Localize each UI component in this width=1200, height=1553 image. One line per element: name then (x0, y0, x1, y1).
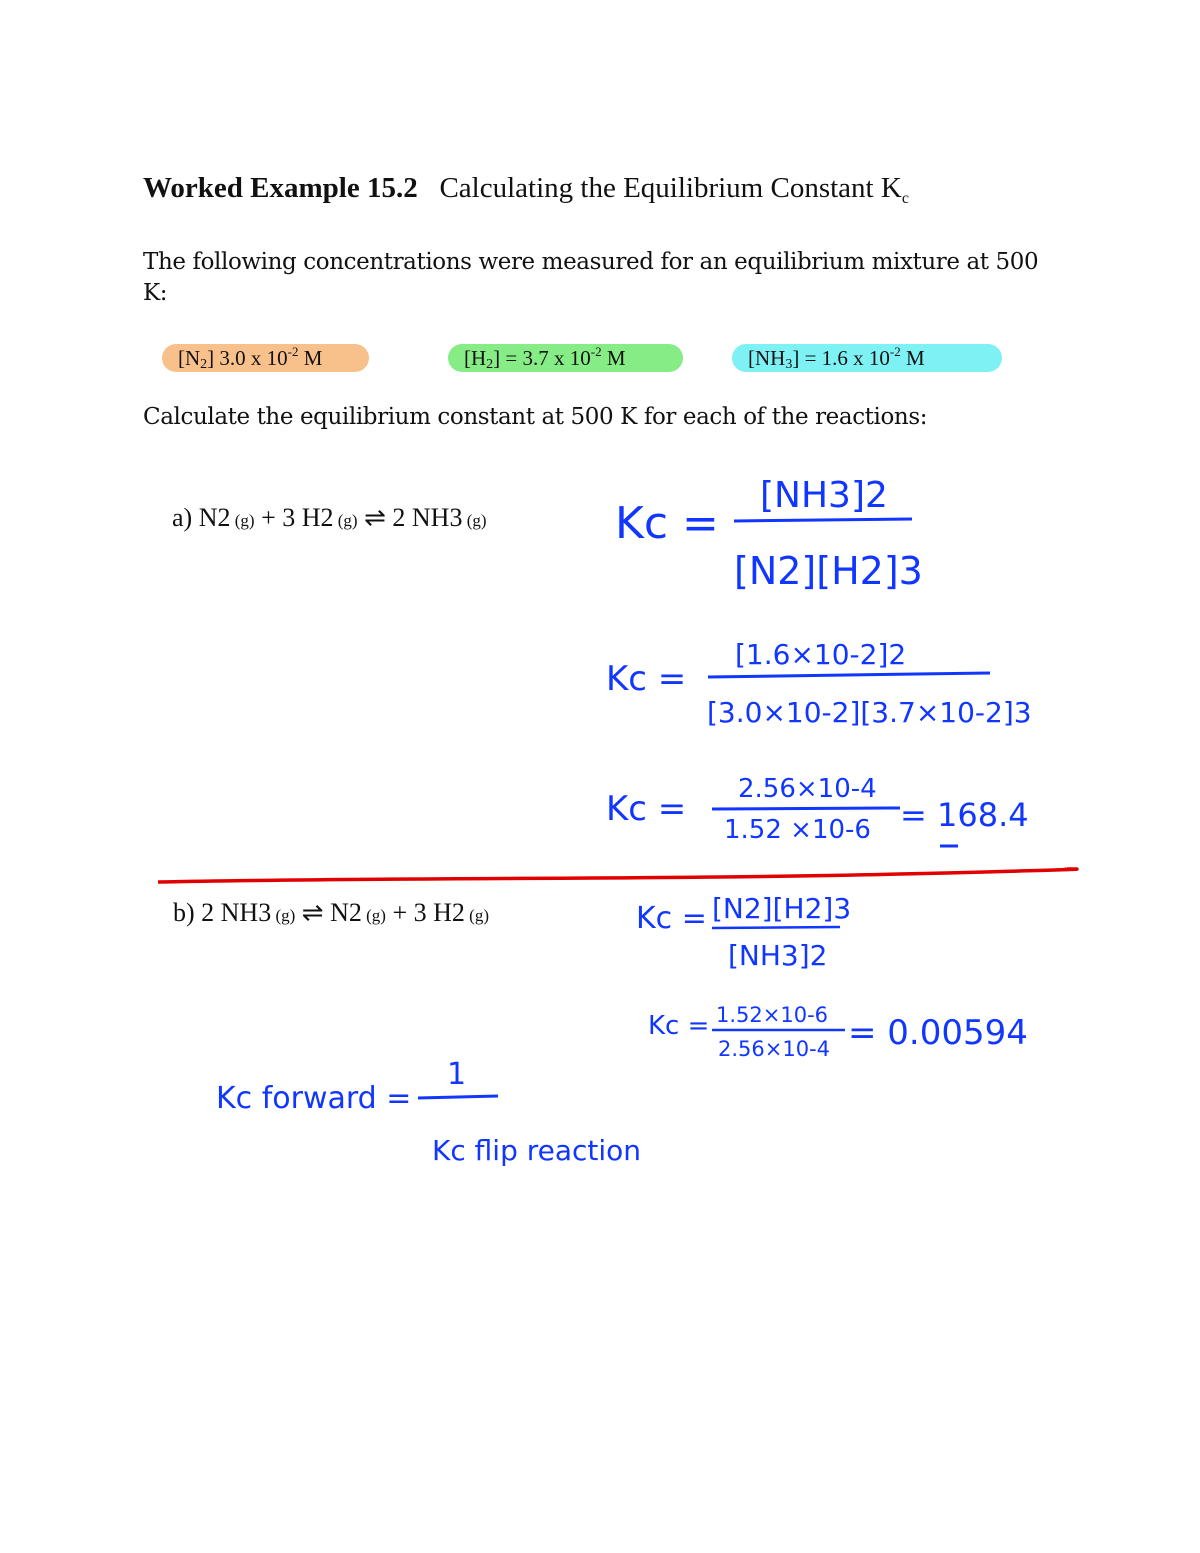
note-den: Kc flip reaction (432, 1134, 642, 1167)
a3-result: = 168.4 (900, 796, 1029, 834)
a1-num: [NH3]2 (760, 475, 888, 516)
a3-den: 1.52 ×10-6 (724, 815, 871, 845)
a1-fraction-bar (734, 519, 912, 521)
divider-line (158, 869, 1077, 882)
a2-num: [1.6×10-2]2 (735, 638, 907, 671)
b2-result: = 0.00594 (848, 1013, 1028, 1053)
b1-num: [N2][H2]3 (712, 892, 852, 925)
b2-lhs: Kc = (648, 1011, 710, 1041)
b2-den: 2.56×10-4 (718, 1037, 831, 1061)
b1-den: [NH3]2 (728, 939, 828, 972)
concentration-n2: $[N_2]$ 3.0 x $10^{-2}$ M (162, 344, 369, 372)
note-lhs: Kc forward = (216, 1081, 412, 1116)
title-subscript: c (901, 190, 909, 207)
b1-lhs: Kc = (636, 901, 707, 936)
a2-den: [3.0×10-2][3.7×10-2]3 (707, 696, 1032, 729)
a1-lhs: Kc = (615, 498, 719, 549)
a3-num: 2.56×10-4 (738, 774, 877, 804)
note-fraction-bar (418, 1096, 498, 1098)
a2-lhs: Kc = (606, 659, 687, 699)
a2-fraction-bar (708, 673, 990, 677)
a1-den: [N2][H2]3 (734, 549, 923, 593)
b1-fraction-bar (712, 927, 840, 928)
note-num: 1 (447, 1057, 467, 1092)
title-rest: Calculating the Equilibrium Constant K (439, 172, 902, 204)
intro-text: The following concentrations were measured for an equilibrium mixture at 500 K: (143, 249, 1039, 306)
reaction-b: b) 2 NH3 (g) ⇌ N2 (g) + 3 H2 (g) (173, 898, 489, 927)
b2-num: 1.52×10-6 (716, 1003, 829, 1027)
concentration-h2: $[H_2] = 3.7$ x $10^{-2}$ M (448, 344, 683, 372)
a3-lhs: Kc = (606, 789, 687, 829)
question-prompt: Calculate the equilibrium constant at 500 K for each of the reactions: (143, 404, 928, 430)
concentration-nh3: $[NH_3] = 1.6$ x $10^{-2}$ M (732, 344, 1002, 372)
a3-fraction-bar (712, 808, 900, 809)
reaction-a: a) N2 (g) + 3 H2 (g) ⇌ 2 NH3 (g) (172, 503, 487, 532)
title-bold: Worked Example 15.2 (143, 172, 418, 204)
